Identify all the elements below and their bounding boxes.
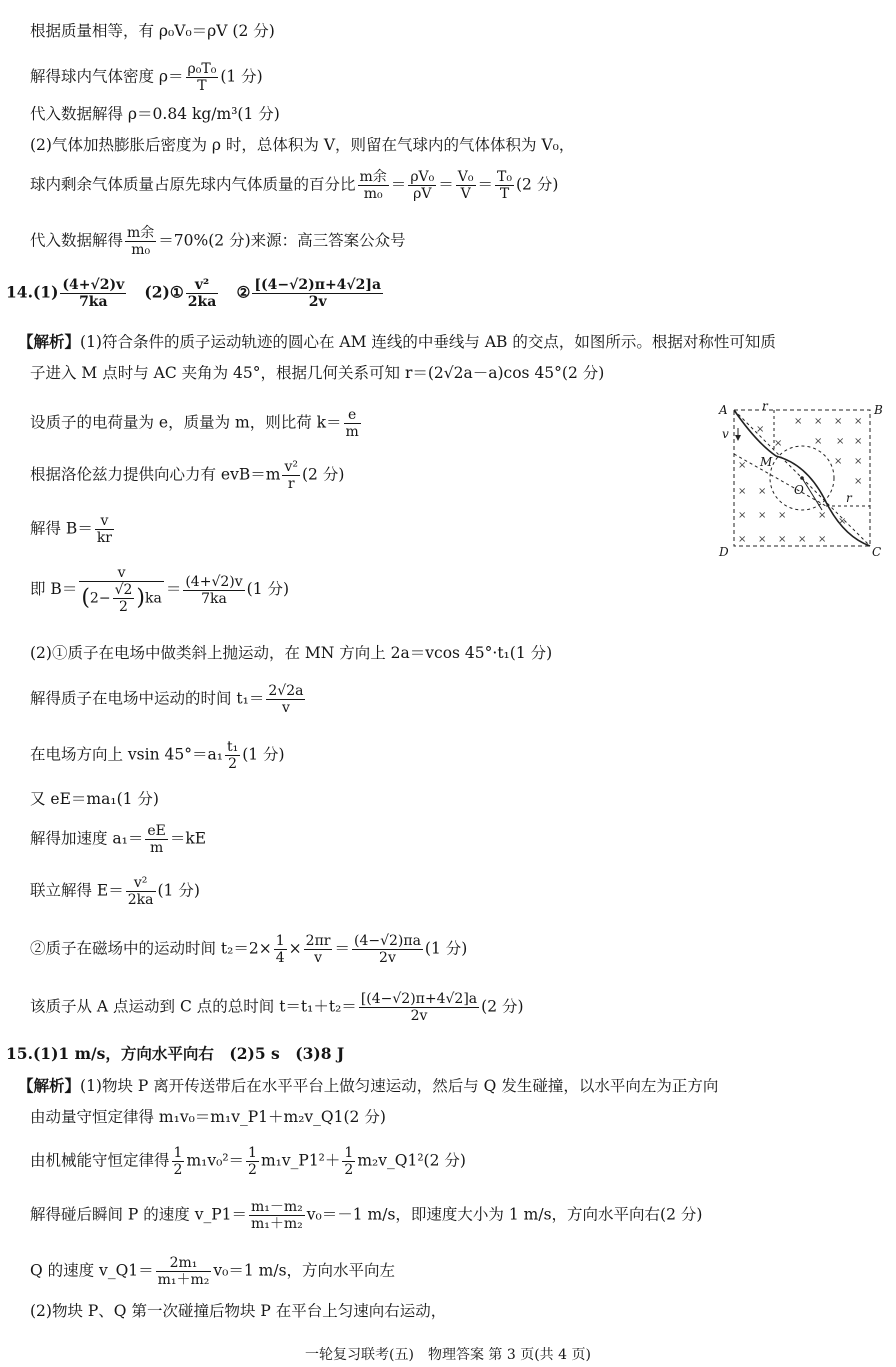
analysis-1: 【解析】(1)符合条件的质子运动轨迹的圆心在 AM 连线的中垂线与 AB 的交点，如图所示。根据对称性可知质: [18, 332, 776, 351]
line-vQ1: Q 的速度 v_Q1＝ $\frac{\text{2m₁}}{\text{m₁＋m₂}}$ v₀＝1 m/s，方向水平向左: [30, 1255, 396, 1288]
svg-text:×: ×: [854, 476, 863, 487]
line-lorentz: 根据洛伦兹力提供向心力有 evB＝m $\frac{\text{v²}}{r}$ (2 分): [30, 459, 345, 492]
svg-text:×: ×: [794, 416, 803, 427]
svg-text:×: ×: [818, 534, 827, 545]
svg-text:×: ×: [778, 510, 787, 521]
svg-text:×: ×: [834, 416, 843, 427]
label-O: O: [794, 483, 804, 497]
svg-text:×: ×: [738, 510, 747, 521]
label-B: B: [874, 403, 883, 417]
line-charge-ratio: 设质子的电荷量为 e，质量为 m，则比荷 k＝ $\frac{e}{m}$: [30, 407, 359, 440]
svg-text:×: ×: [758, 486, 767, 497]
svg-text:×: ×: [774, 438, 783, 449]
svg-text:×: ×: [758, 510, 767, 521]
svg-text:×: ×: [838, 516, 847, 527]
svg-text:×: ×: [738, 534, 747, 545]
label-r-right: r: [846, 491, 852, 505]
line-mass-equal: 根据质量相等，有 ρ₀V₀＝ρV (2 分): [30, 22, 275, 40]
label-C: C: [872, 545, 882, 559]
line-energy: 由机械能守恒定律得 $\frac{1}{2}$ m₁v₀²＝ $\frac{1}{2}$ m₁v_P1²＋ $\frac{1}{2}$ m₂v_Q1²(2 分): [30, 1145, 466, 1178]
line-field-dir: 在电场方向上 vsin 45°＝a₁ $\frac{\text{t₁}}{2}$ (1 分): [30, 739, 285, 772]
line-part2: (2)气体加热膨胀后密度为 ρ 时，总体积为 V，则留在气球内的气体体积为 V₀，: [30, 136, 575, 154]
svg-text:×: ×: [814, 416, 823, 427]
line-eE: 又 eE＝ma₁(1 分): [30, 790, 159, 808]
fraction: $\frac{\text{ρ₀T₀}}{T}$: [187, 61, 217, 94]
svg-text:×: ×: [818, 510, 827, 521]
q15-answers: 15.(1)1 m/s，方向水平向右 (2)5 s (3)8 J: [6, 1044, 345, 1063]
line-density-value: 代入数据解得 ρ＝0.84 kg/m³(1 分): [30, 105, 280, 123]
line-total-time: 该质子从 A 点运动到 C 点的总时间 t＝t₁＋t₂＝ $\frac{[(4-√2)\pi+4√2]a}{2v}$ (2 分): [30, 991, 524, 1024]
line-accel: 解得加速度 a₁＝ $\frac{eE}{m}$ ＝kE: [30, 823, 207, 856]
line-B-result: 即 B＝ v (2− $\frac{√2}{2}$ )ka ＝ $\frac{(4+√2)v}{7ka}$ (1 分): [30, 565, 290, 615]
svg-text:×: ×: [738, 486, 747, 497]
svg-text:×: ×: [854, 436, 863, 447]
label-D: D: [719, 545, 729, 559]
svg-text:×: ×: [778, 534, 787, 545]
line-momentum: 由动量守恒定律得 m₁v₀＝m₁v_P1＋m₂v_Q1(2 分): [30, 1108, 386, 1126]
line-density: 解得球内气体密度 ρ＝ $\frac{\text{ρ₀T₀}}{T}$ (1 分): [30, 61, 263, 94]
label-A: A: [719, 403, 728, 417]
svg-text:×: ×: [738, 460, 747, 471]
line-result-70: 代入数据解得 $\frac{\text{m余}}{\text{m₀}}$ ＝70%(2 分)来源：高三答案公众号: [30, 225, 406, 258]
page-footer: 一轮复习联考(五) 物理答案 第 3 页(共 4 页): [305, 1347, 591, 1363]
q14-answers: 14.(1) $\frac{(4+√2)v}{7ka}$ (2)① $\frac{\text{v²}}{2ka}$ ② $\frac{[(4-√2)\pi+4√2]a}{2v}$: [6, 277, 382, 310]
svg-text:×: ×: [758, 534, 767, 545]
svg-text:×: ×: [854, 456, 863, 467]
label-r-top: r: [762, 402, 768, 413]
svg-text:×: ×: [836, 436, 845, 447]
svg-text:×: ×: [814, 436, 823, 447]
line-t2: ②质子在磁场中的运动时间 t₂＝2× $\frac{1}{4}$ × $\frac{2\pi r}{v}$ ＝ $\frac{(4-√2)\pi a}{2v}$ (1 分): [30, 933, 468, 966]
svg-text:×: ×: [834, 456, 843, 467]
label-v: v: [722, 427, 729, 441]
analysis-2: 子进入 M 点时与 AC 夹角为 45°，根据几何关系可知 r＝(2√2a－a)cos 45°(2 分): [30, 364, 605, 382]
line-E: 联立解得 E＝ $\frac{\text{v²}}{2ka}$ (1 分): [30, 875, 200, 908]
magnetic-field-diagram: [716, 402, 888, 562]
label-M: M: [760, 455, 773, 469]
line-B: 解得 B＝ $\frac{v}{kr}$: [30, 513, 113, 546]
line-vP1: 解得碰后瞬间 P 的速度 v_P1＝ $\frac{\text{m₁－m₂}}{\text{m₁＋m₂}}$ v₀＝－1 m/s，即速度大小为 1 m/s，方向水平向右(2 分): [30, 1199, 703, 1232]
line-t1: 解得质子在电场中运动的时间 t₁＝ $\frac{2√2a}{v}$: [30, 683, 304, 716]
svg-text:×: ×: [798, 534, 807, 545]
line-part2-q15: (2)物块 P、Q 第一次碰撞后物块 P 在平台上匀速向右运动，: [30, 1302, 447, 1320]
line-electric-motion: (2)①质子在电场中做类斜上抛运动，在 MN 方向上 2a＝vcos 45°·t₁(1 分): [30, 644, 553, 662]
line-percentage: 球内剩余气体质量占原先球内气体质量的百分比 $\frac{\text{m余}}{\text{m₀}}$ ＝ $\frac{\text{ρV₀}}{\rho V}$ ＝ $\frac{\text{V₀}}{V}$ ＝ $\frac{\text{T₀}}{T}$ (2 分): [30, 169, 559, 202]
analysis-3: 【解析】(1)物块 P 离开传送带后在水平平台上做匀速运动，然后与 Q 发生碰撞，以水平向左为正方向: [18, 1076, 719, 1095]
svg-text:×: ×: [756, 424, 765, 435]
svg-text:×: ×: [854, 416, 863, 427]
